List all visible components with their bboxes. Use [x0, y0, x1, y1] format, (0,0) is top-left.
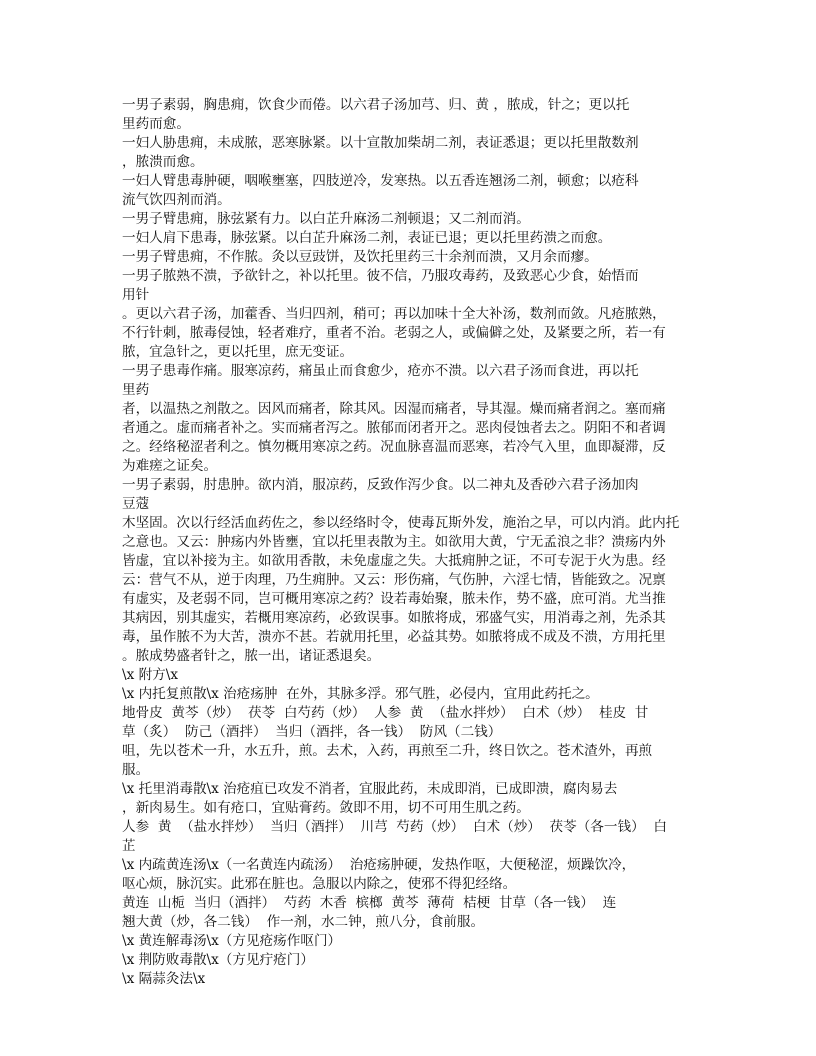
text-line: 之意也。又云：肿疡内外皆壅，宜以托里表散为主。如欲用大黄，宁无孟浪之非？溃疡内外	[122, 534, 666, 550]
text-line: 一男子素弱，胸患痈，饮食少而倦。以六君子汤加芎、归、黄 ，脓成，针之；更以托	[122, 97, 630, 113]
text-line: 地骨皮 黄芩（炒） 茯苓 白芍药（炒） 人参 黄 （盐水拌炒） 白术（炒） 桂皮 甘	[122, 705, 649, 721]
text-line: 为难瘥之证矣。	[122, 458, 218, 474]
text-line: \x 隔蒜灸法\x	[122, 971, 206, 987]
text-line: 一男子臂患痈，不作脓。灸以豆豉饼，及饮托里药三十余剂而溃，又月余而瘳。	[122, 249, 598, 265]
section-heading-appendix: \x 附方\x	[122, 667, 179, 683]
text-line: 一妇人胁患痈，未成脓，恶寒脉紧。以十宣散加柴胡二剂，表证悉退；更以托里散数剂	[122, 135, 639, 151]
text-line: 呕心烦，脉沉实。此邪在脏也。急服以内除之，使邪不得犯经络。	[122, 876, 517, 892]
text-line: \x 内托复煎散\x 治疮疡肿 在外，其脉多浮。邪气胜，必侵内，宜用此药托之。	[122, 686, 599, 702]
text-line: 脓，宜急针之，更以托里，庶无变证。	[122, 344, 354, 360]
text-line: 有虚实，及老弱不同，岂可概用寒凉之药？设若毒始聚，脓未作，势不盛，庶可消。尤当推	[122, 591, 666, 607]
text-line: 之。经络秘涩者利之。慎勿概用寒凉之药。况血脉喜温而恶寒，若冷气入里，血即凝滞，反	[122, 439, 666, 455]
text-line: \x 内疏黄连汤\x（一名黄连内疏汤） 治疮疡肿硬，发热作呕，大便秘涩，烦躁饮冷，	[122, 857, 636, 873]
text-line: 。脓成势盛者针之，脓一出，诸证悉退矣。	[122, 648, 381, 664]
text-line: 其病因，别其虚实，若概用寒凉药，必致误事。如脓将成，邪盛气实，用消毒之剂，先杀其	[122, 610, 666, 626]
text-line: 一男子患毒作痛。服寒凉药，痛虽止而食愈少，疮亦不溃。以六君子汤而食进，再以托	[122, 363, 639, 379]
text-line: 木坚固。次以行经活血药佐之，参以经络时令，使毒瓦斯外发，施治之早，可以内消。此内托	[122, 515, 680, 531]
text-line: 云：营气不从，逆于肉理，乃生痈肿。又云：形伤痛，气伤肿，六淫七情，皆能致之。况禀	[122, 572, 666, 588]
text-line: 毒，虽作脓不为大苦，溃亦不甚。若就用托里，必益其势。如脓将成不成及不溃，方用托里	[122, 629, 666, 645]
text-line: 黄连 山栀 当归（酒拌） 芍药 木香 槟榔 黄芩 薄荷 桔梗 甘草（各一钱） 连	[122, 895, 617, 911]
text-line: \x 托里消毒散\x 治疮疽已攻发不消者，宜服此药，未成即消，已成即溃，腐肉易去	[122, 781, 618, 797]
text-line: 里药	[122, 382, 150, 398]
text-line: 人参 黄 （盐水拌炒） 当归（酒拌） 川芎 芍药（炒） 白术（炒） 茯苓（各一钱） 白	[122, 819, 667, 835]
text-line: 一妇人肩下患毒，脉弦紧。以白芷升麻汤二剂，表证已退；更以托里药溃之而愈。	[122, 230, 612, 246]
text-line: 不行针刺，脓毒侵蚀，轻者难疗，重者不治。老弱之人，或偏僻之处，及紧要之所，若一有	[122, 325, 666, 341]
text-line: 草（炙） 防己（酒拌） 当归（酒拌，各一钱） 防风（二钱）	[122, 724, 502, 740]
text-line: 服。	[122, 762, 150, 778]
text-line: 者，以温热之剂散之。因风而痛者，除其风。因湿而痛者，导其湿。燥而痛者润之。塞而痛	[122, 401, 666, 417]
text-line: 一男子脓熟不溃，予欲针之，补以托里。彼不信，乃服攻毒药，及致恶心少食，始悟而	[122, 268, 639, 284]
text-line: 芷	[122, 838, 136, 854]
text-line: 翘大黄（炒，各二钱） 作一剂，水二钟，煎八分，食前服。	[122, 914, 485, 930]
text-line: ，新肉易生。如有疮口，宜贴膏药。敛即不用，切不可用生肌之药。	[122, 800, 530, 816]
text-line: 一妇人臂患毒肿硬，咽喉壅塞，四肢逆冷，发寒热。以五香连翘汤二剂，顿愈；以疮科	[122, 173, 639, 189]
text-line: 皆虚，宜以补接为主。如欲用香散，未免虚虚之失。大抵痈肿之证，不可专泥于火为患。经	[122, 553, 666, 569]
document-page	[122, 96, 688, 989]
text-line: ，脓溃而愈。	[122, 154, 204, 170]
text-line: 一男子臂患痈，脉弦紧有力。以白芷升麻汤二剂顿退；又二剂而消。	[122, 211, 530, 227]
text-line: 者通之。虚而痛者补之。实而痛者泻之。脓郁而闭者开之。恶肉侵蚀者去之。阴阳不和者调	[122, 420, 666, 436]
text-line: \x 荆防败毒散\x（方见疔疮门）	[122, 952, 314, 968]
text-line: 豆蔻	[122, 496, 150, 512]
text-line: 里药而愈。	[122, 116, 190, 132]
text-line: 咀，先以苍术一升，水五升，煎。去术，入药，再煎至二升，终日饮之。苍术渣外，再煎	[122, 743, 653, 759]
text-line: 一男子素弱，肘患肿。欲内消，服凉药，反致作泻少食。以二神丸及香砂六君子汤加肉	[122, 477, 639, 493]
text-line: 。更以六君子汤，加藿香、当归四剂，稍可；再以加味十全大补汤，数剂而敛。凡疮脓熟，	[122, 306, 666, 322]
text-line: \x 黄连解毒汤\x（方见疮疡作呕门）	[122, 933, 342, 949]
text-line: 用针	[122, 287, 150, 303]
text-line: 流气饮四剂而消。	[122, 192, 231, 208]
